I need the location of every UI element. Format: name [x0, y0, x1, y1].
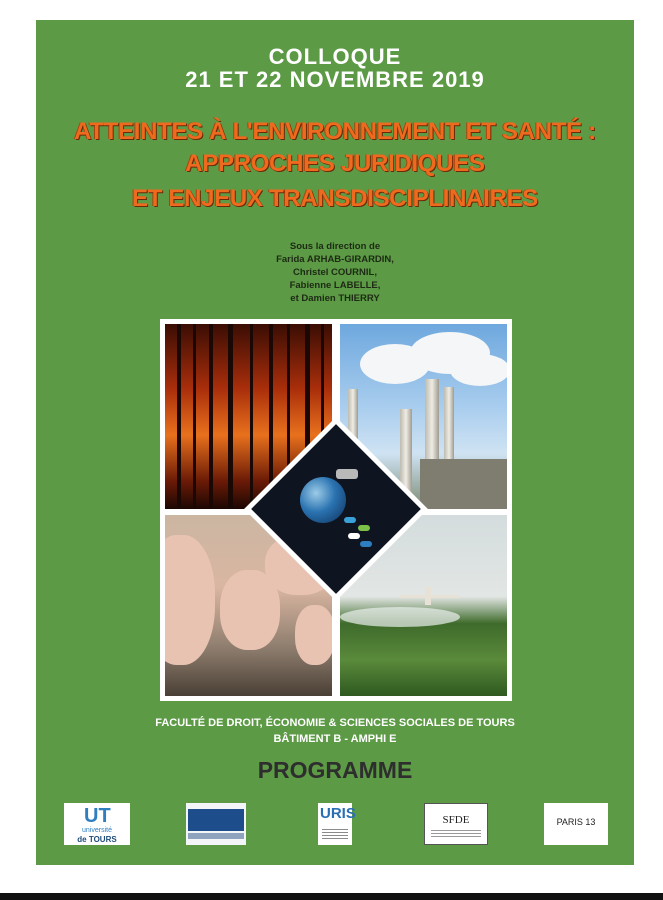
direction-intro: Sous la direction de	[289, 241, 381, 252]
director-name: Farida ARHAB-GIRARDIN,	[276, 254, 394, 265]
event-dates: 21 ET 22 NOVEMBRE 2019	[185, 67, 485, 92]
universite-tours-logo: UT université de TOURS	[64, 803, 130, 845]
venue-room: BÂTIMENT B - AMPHI E	[273, 733, 397, 745]
earth-globe-icon	[300, 477, 346, 523]
water-tap-icon	[336, 469, 358, 479]
programme-heading: PROGRAMME	[257, 757, 413, 783]
uris-logo: URIS	[318, 803, 352, 845]
director-name: et Damien THIERRY	[290, 293, 380, 304]
director-name: Fabienne LABELLE,	[289, 280, 381, 291]
photo-collage	[160, 319, 512, 701]
page-bottom-border	[0, 893, 663, 900]
paris13-logo: PARIS 13	[544, 803, 608, 845]
title-line-3: ET ENJEUX TRANSDISCIPLINAIRES	[131, 185, 539, 212]
poster	[36, 20, 634, 865]
sfde-logo: SFDE	[424, 803, 488, 845]
pills-icon	[344, 517, 374, 557]
director-name: Christel COURNIL,	[293, 267, 377, 278]
irjfr-logo	[186, 803, 246, 845]
title-line-1: ATTEINTES À L'ENVIRONNEMENT ET SANTÉ :	[74, 118, 596, 145]
venue-faculty: FACULTÉ DE DROIT, ÉCONOMIE & SCIENCES SOCIALES DE TOURS	[155, 717, 515, 729]
event-type: COLLOQUE	[268, 44, 402, 69]
title-line-2: APPROCHES JURIDIQUES	[185, 150, 485, 177]
